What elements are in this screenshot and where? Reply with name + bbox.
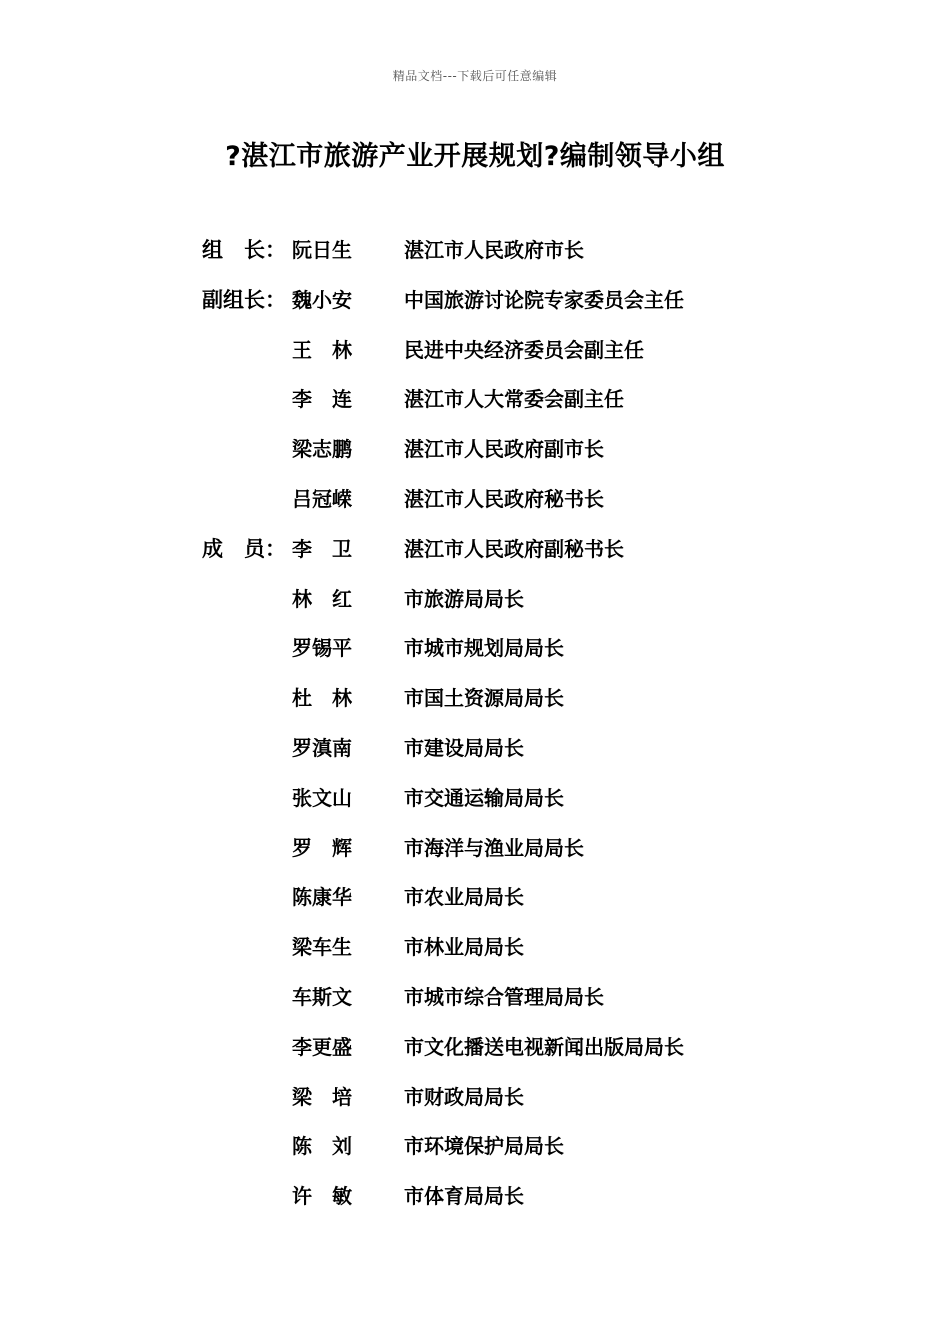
roster-row bbox=[202, 1079, 822, 1129]
member-name: 李 连 bbox=[292, 387, 352, 412]
member-position: 市旅游局局长 bbox=[404, 586, 524, 611]
member-name: 罗滇南 bbox=[292, 735, 352, 760]
role-label: 成 员： bbox=[202, 536, 286, 561]
member-position: 中国旅游讨论院专家委员会主任 bbox=[404, 287, 684, 312]
member-position: 市海洋与渔业局局长 bbox=[404, 835, 584, 860]
roster-row bbox=[202, 630, 822, 680]
roster-row bbox=[202, 431, 822, 481]
roster-row bbox=[202, 929, 822, 979]
roster-row bbox=[202, 1128, 822, 1178]
member-position: 市文化播送电视新闻出版局局长 bbox=[404, 1034, 684, 1059]
member-name: 梁志鹏 bbox=[292, 437, 352, 462]
roster-row bbox=[202, 381, 822, 431]
roster-row bbox=[202, 979, 822, 1029]
member-name: 罗 辉 bbox=[292, 835, 352, 860]
member-position: 市建设局局长 bbox=[404, 735, 524, 760]
member-position: 市交通运输局局长 bbox=[404, 785, 564, 810]
roster-row bbox=[202, 282, 822, 332]
roster-row bbox=[202, 780, 822, 830]
member-position: 湛江市人民政府副市长 bbox=[404, 437, 604, 462]
roster-row bbox=[202, 581, 822, 631]
member-position: 市城市综合管理局局长 bbox=[404, 984, 604, 1009]
member-name: 杜 林 bbox=[292, 686, 352, 711]
member-name: 林 红 bbox=[292, 586, 352, 611]
member-name: 车斯文 bbox=[292, 984, 352, 1009]
roster-row bbox=[202, 730, 822, 780]
roster-row bbox=[202, 1178, 822, 1228]
member-position: 市财政局局长 bbox=[404, 1084, 524, 1109]
member-name: 李 卫 bbox=[292, 536, 352, 561]
document-title: ?湛江市旅游产业开展规划?编制领导小组 bbox=[225, 141, 725, 172]
member-position: 市林业局局长 bbox=[404, 935, 524, 960]
roster-row bbox=[202, 531, 822, 581]
member-name: 许 敏 bbox=[292, 1184, 352, 1209]
member-name: 梁 培 bbox=[292, 1084, 352, 1109]
role-label: 组 长： bbox=[202, 238, 286, 262]
member-name: 吕冠嵘 bbox=[292, 486, 352, 511]
member-position: 市农业局局长 bbox=[404, 885, 524, 910]
member-name: 陈康华 bbox=[292, 885, 352, 910]
role-label: 副组长： bbox=[202, 287, 286, 312]
member-name: 张文山 bbox=[292, 785, 352, 810]
member-name: 陈 刘 bbox=[292, 1134, 352, 1159]
header-note: 精品文档---下载后可任意编辑 bbox=[392, 69, 558, 83]
member-position: 市国土资源局局长 bbox=[404, 686, 564, 711]
roster-row bbox=[202, 1029, 822, 1079]
roster-row bbox=[202, 232, 822, 282]
member-position: 湛江市人民政府市长 bbox=[404, 238, 584, 262]
member-position: 湛江市人民政府秘书长 bbox=[404, 486, 604, 511]
roster-list bbox=[202, 232, 822, 1228]
member-name: 李更盛 bbox=[292, 1034, 352, 1059]
member-position: 市体育局局长 bbox=[404, 1184, 524, 1209]
roster-row bbox=[202, 879, 822, 929]
member-name: 梁车生 bbox=[292, 935, 352, 960]
roster-row bbox=[202, 830, 822, 880]
member-name: 王 林 bbox=[292, 337, 352, 362]
member-name: 魏小安 bbox=[292, 287, 352, 312]
roster-row bbox=[202, 680, 822, 730]
member-name: 阮日生 bbox=[292, 238, 352, 262]
member-position: 湛江市人大常委会副主任 bbox=[404, 387, 624, 412]
member-name: 罗锡平 bbox=[292, 636, 352, 661]
member-position: 市环境保护局局长 bbox=[404, 1134, 564, 1159]
member-position: 湛江市人民政府副秘书长 bbox=[404, 536, 624, 561]
member-position: 市城市规划局局长 bbox=[404, 636, 564, 661]
roster-row bbox=[202, 332, 822, 382]
roster-row bbox=[202, 481, 822, 531]
member-position: 民进中央经济委员会副主任 bbox=[404, 337, 644, 362]
